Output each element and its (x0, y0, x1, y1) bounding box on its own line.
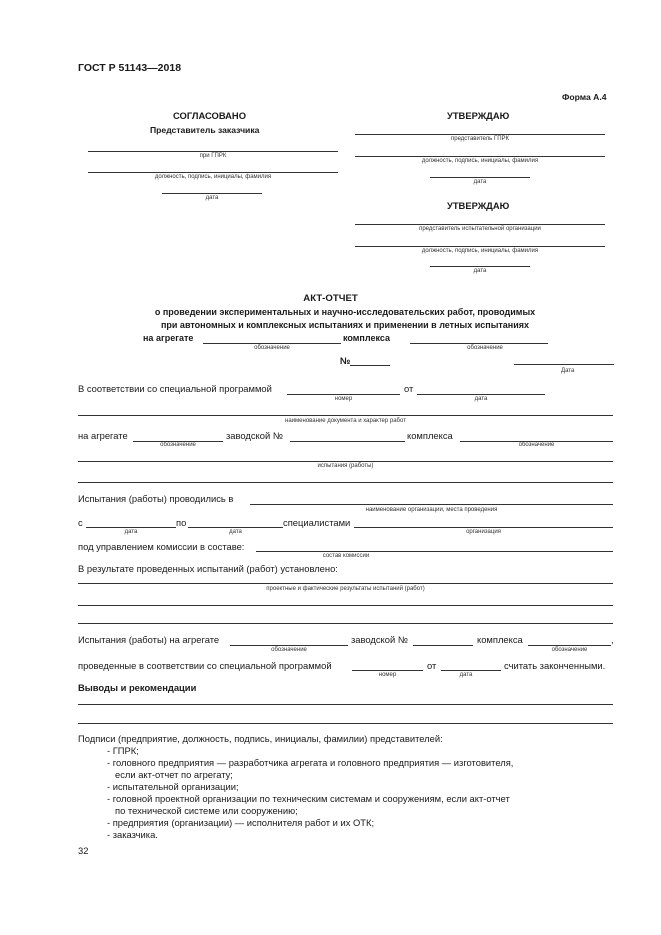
body-program-label: В соответствии со специальной программой (78, 383, 272, 394)
cap-gprk: при ГПРК (199, 153, 227, 159)
cap-designation-agg: обозначение (254, 345, 290, 351)
to-date-field[interactable] (188, 527, 283, 528)
cap-date-2: дата (459, 672, 473, 678)
sig-item-4: - головной проектной организации по техническим системам и сооружениям, если акт-отчет (107, 793, 510, 804)
program-number-field-2[interactable] (352, 670, 423, 671)
act-date-field[interactable] (514, 364, 614, 365)
body-conducted-label: Испытания (работы) проводились в (78, 493, 234, 504)
cap-rep-gprk: представитель ГПРК (450, 136, 510, 142)
body-commission-label: под управлением комиссии в составе: (78, 541, 245, 552)
body-tests-agg-label: Испытания (работы) на агрегате (78, 634, 220, 645)
sig-item-2-cont: если акт-отчет по агрегату; (115, 769, 233, 780)
signatures-intro: Подписи (предприятие, должность, подпись, инициалы, фамилии) представителей: (78, 733, 443, 744)
cap-designation-agg-3: обозначение (271, 647, 307, 653)
cap-date-right2: дата (473, 268, 487, 274)
body-agg-label: на агрегате (78, 430, 128, 441)
results-field-2[interactable] (78, 605, 613, 606)
cap-position-right1: должность, подпись, инициалы, фамилия (421, 158, 539, 164)
body-specialists-label: специалистами (283, 517, 351, 528)
cap-tests: испытания (работы) (317, 463, 374, 469)
from-date-field[interactable] (86, 527, 176, 528)
factory-number-field-2[interactable] (413, 645, 473, 646)
act-agg-field[interactable] (203, 343, 341, 344)
program-date-field-2[interactable] (441, 670, 501, 671)
cap-date-to: дата (229, 529, 242, 535)
sig-item-2: - головного предприятия — разработчика агрегата и головного предприятия — изготовителя, (107, 757, 514, 768)
body-finished-label: считать законченными. (504, 660, 606, 671)
left-line-date (162, 193, 262, 194)
commission-field[interactable] (256, 551, 613, 552)
act-complex-label: комплекса (343, 333, 390, 343)
body-from-label: от (404, 383, 414, 394)
specialists-field[interactable] (354, 527, 613, 528)
body-from-date-label: с (78, 517, 83, 528)
program-date-field[interactable] (417, 394, 545, 395)
tests-field-2[interactable] (78, 482, 613, 483)
cap-date-upper: Дата (561, 368, 575, 374)
body-from-label-2: от (427, 660, 437, 671)
form-label: Форма А.4 (562, 92, 607, 102)
right2-line-date (430, 266, 530, 267)
cap-position-right2: должность, подпись, инициалы, фамилия (421, 248, 539, 254)
approve-heading-2: УТВЕРЖДАЮ (447, 200, 510, 211)
body-factory-label: заводской № (226, 430, 283, 441)
body-factory-label-2: заводской № (351, 634, 408, 645)
complex-field-2[interactable] (528, 645, 611, 646)
cap-rep-test-org: представитель испытательной организации (419, 226, 541, 232)
cap-position-left: должность, подпись, инициалы, фамилия (154, 174, 272, 180)
act-subtitle-1: о проведении экспериментальных и научно-исследовательских работ, проводимых (154, 307, 536, 317)
sig-item-4-cont: по технической системе или сооружению; (115, 805, 298, 816)
standard-number: ГОСТ Р 51143—2018 (78, 62, 182, 74)
cap-date-right1: дата (473, 179, 487, 185)
body-complex-label: комплекса (407, 430, 453, 441)
sig-item-3: - испытательной организации; (107, 781, 239, 792)
cap-designation-complex-2: обозначение (518, 442, 555, 448)
page-number: 32 (78, 845, 89, 856)
act-subtitle-2: при автономных и комплексных испытаниях и применении в летных испытаниях (160, 320, 530, 330)
conclusions-field-2[interactable] (78, 723, 613, 724)
agreed-heading: СОГЛАСОВАНО (173, 110, 246, 121)
body-results-label: В результате проведенных испытаний (работ) установлено: (78, 563, 338, 574)
tests-agg-field[interactable] (230, 645, 348, 646)
right1-line-1 (355, 134, 605, 135)
left-line-1 (88, 151, 338, 152)
right1-line-date (430, 177, 530, 178)
act-agg-label: на агрегате (143, 333, 194, 343)
results-field[interactable] (78, 583, 613, 584)
act-complex-field[interactable] (410, 343, 548, 344)
act-title: АКТ-ОТЧЕТ (303, 293, 358, 304)
results-field-3[interactable] (78, 623, 613, 624)
cap-results: проектные и фактические результаты испытаний (работ) (266, 586, 425, 592)
cap-date-left: дата (205, 195, 219, 201)
body-complex-label-2: комплекса (477, 634, 523, 645)
cap-number-1: номер (334, 396, 353, 402)
tests-field[interactable] (78, 461, 613, 462)
sig-item-6: - заказчика. (107, 829, 158, 840)
cap-designation-complex: обозначение (467, 345, 503, 351)
cap-org-place: наименование организации, места проведения (365, 507, 498, 513)
act-number-label: № (340, 355, 351, 366)
org-place-field[interactable] (250, 504, 613, 505)
sig-item-1: - ГПРК; (107, 745, 139, 756)
factory-number-field[interactable] (290, 441, 405, 442)
cap-doc-name: наименование документа и характер работ (285, 418, 406, 424)
approve-heading-1: УТВЕРЖДАЮ (447, 110, 510, 121)
right2-line-2 (355, 246, 605, 247)
cap-designation-complex-3: обозначение (551, 647, 588, 653)
cap-number-2: номер (378, 672, 397, 678)
act-number-field[interactable] (350, 365, 390, 366)
body-to-date-label: по (176, 517, 187, 528)
cap-designation-agg-2: обозначение (160, 442, 196, 448)
program-number-field[interactable] (287, 394, 400, 395)
sig-item-5: - предприятия (организации) — исполнителя работ и их ОТК; (107, 817, 375, 828)
cap-date-from: дата (124, 529, 138, 535)
doc-name-field[interactable] (78, 415, 613, 416)
conclusions-heading: Выводы и рекомендации (78, 682, 197, 693)
left-line-2 (88, 172, 338, 173)
right1-line-2 (355, 156, 605, 157)
cap-org: организация (466, 529, 501, 535)
right2-line-1 (355, 224, 605, 225)
cap-date-1: дата (474, 396, 488, 402)
customer-rep-heading: Представитель заказчика (150, 125, 260, 135)
body-conducted-program-label: проведенные в соответствии со специальной программой (78, 660, 332, 671)
conclusions-field-1[interactable] (78, 704, 613, 705)
cap-commission: состав комиссии (322, 553, 370, 559)
